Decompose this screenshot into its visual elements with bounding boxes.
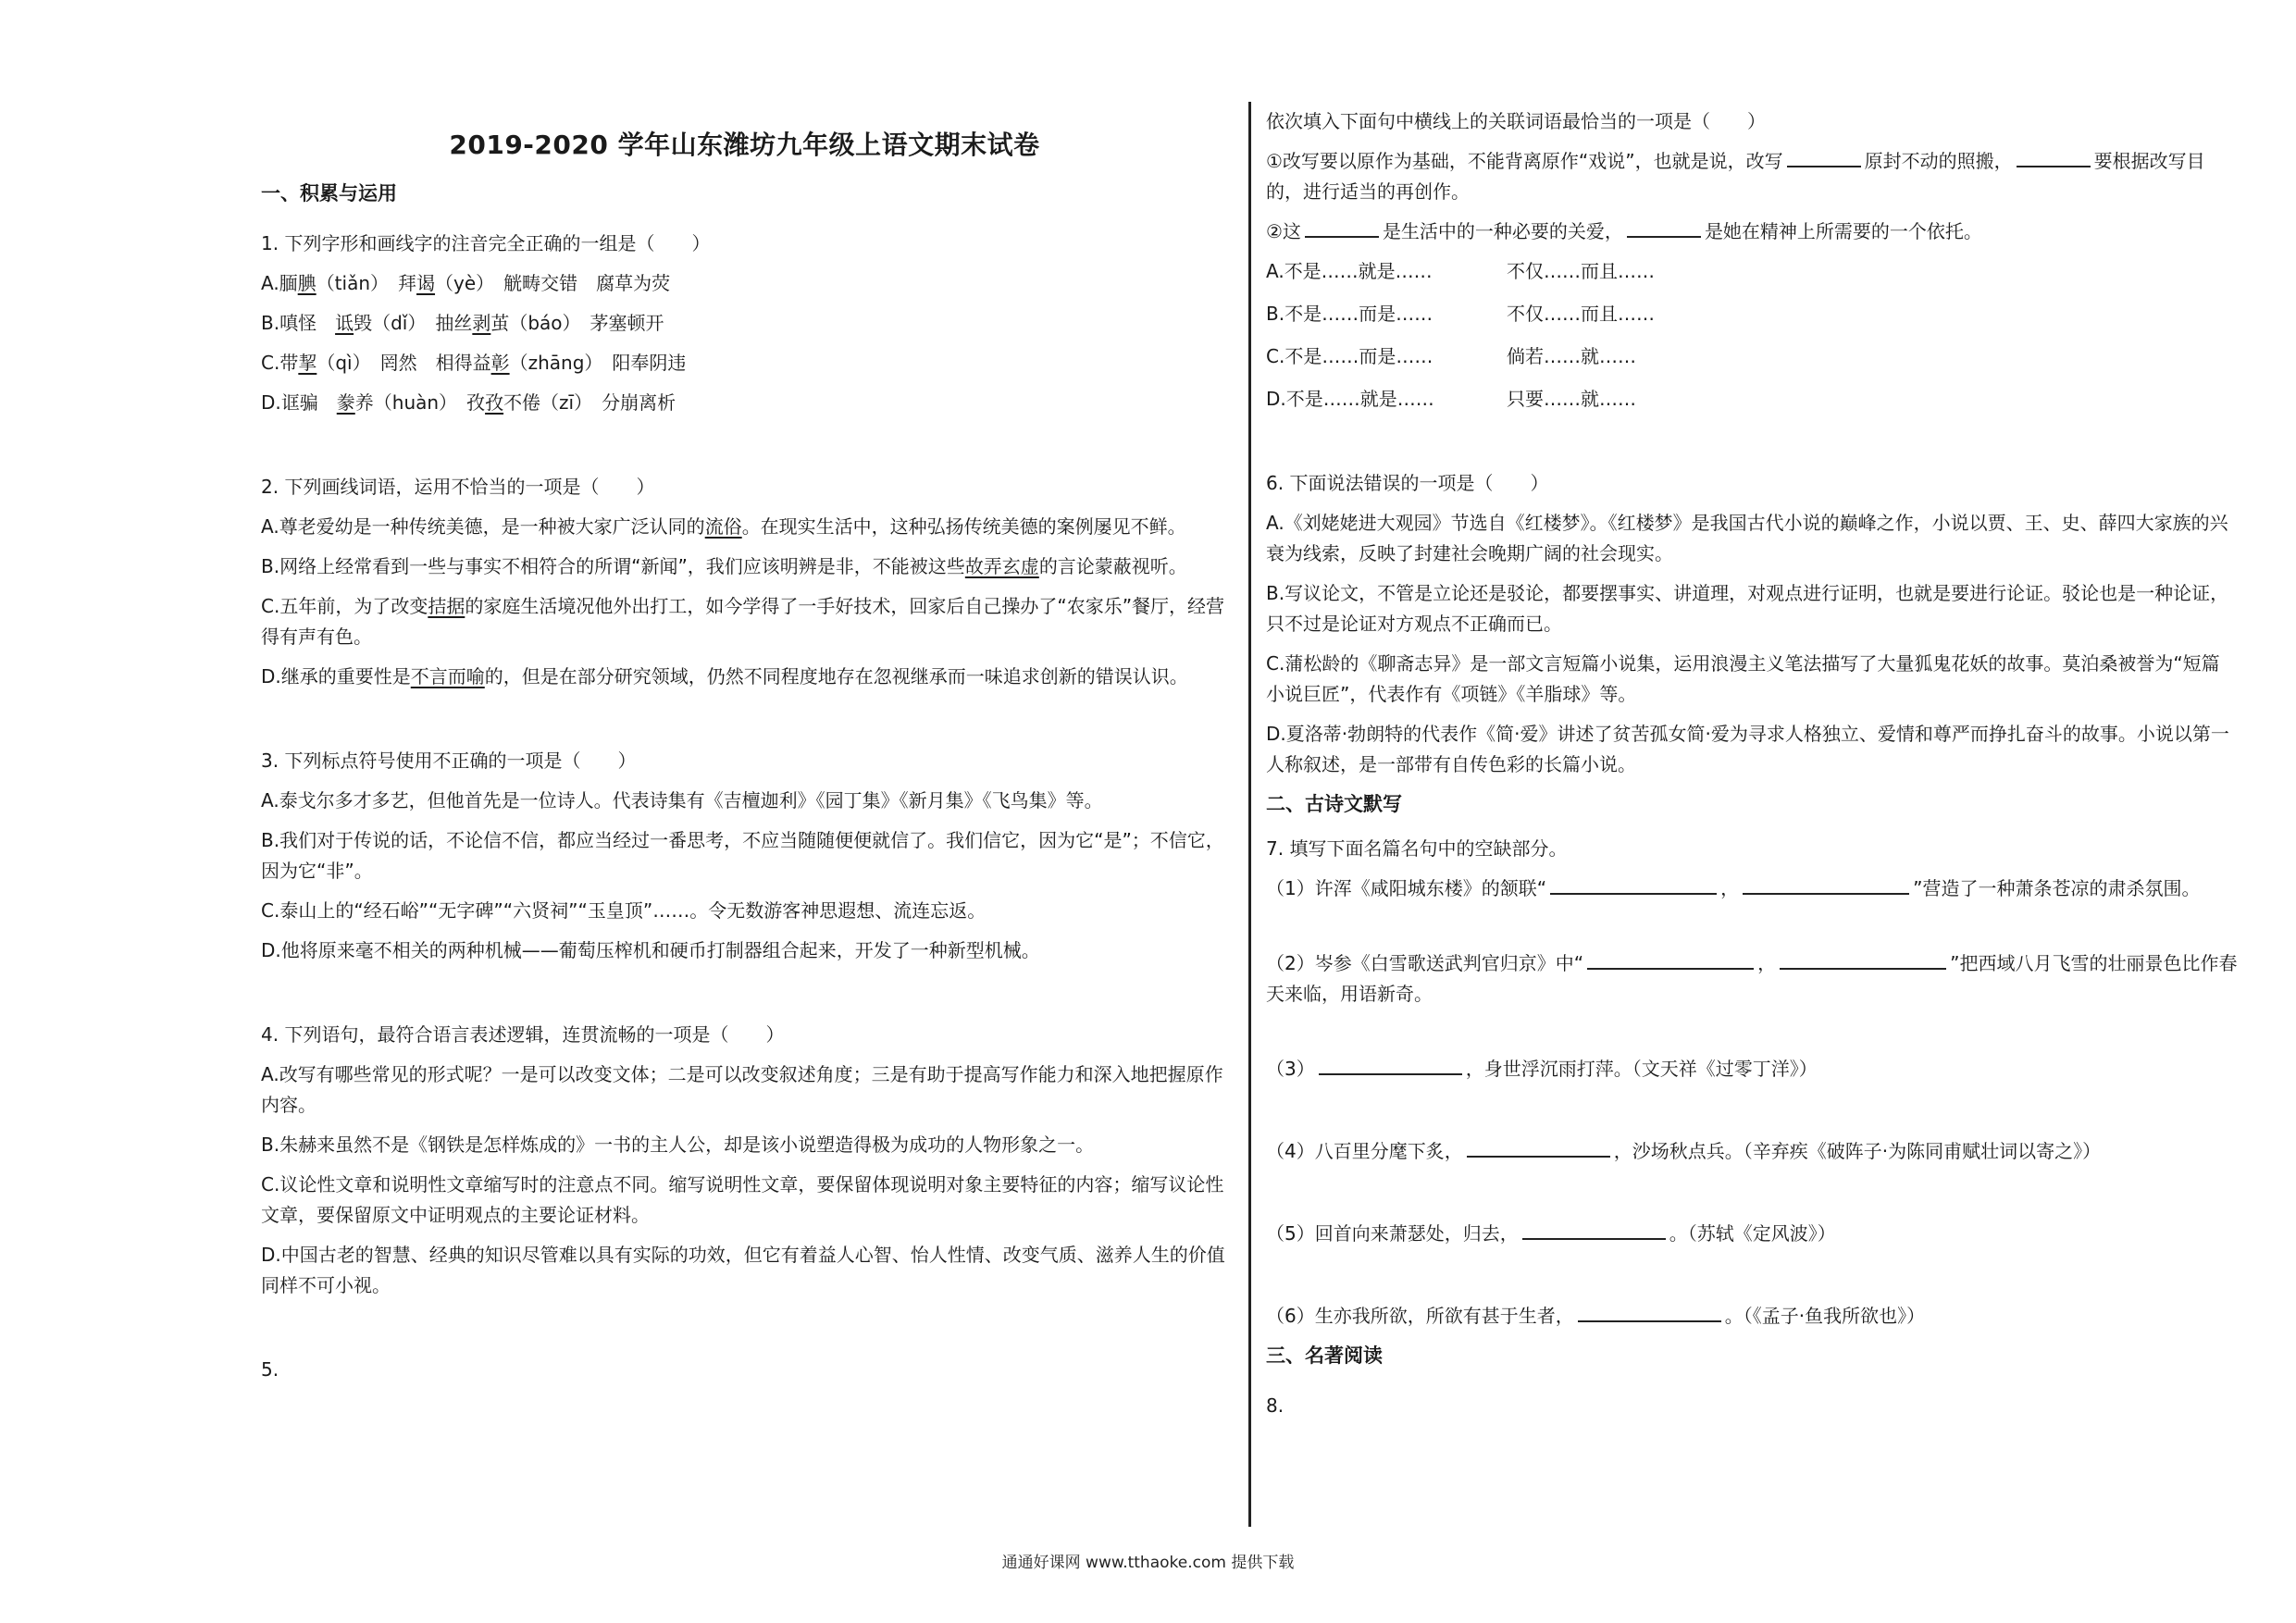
answer-blank[interactable]	[1780, 949, 1946, 970]
option-d: D.继承的重要性是不言而喻的，但是在部分研究领域，仍然不同程度地存在忽视继承而一味追求创新的错误认识。	[261, 665, 1188, 688]
poem-item-4: （4）八百里分麾下炙， ，沙场秋点兵。（辛弃疾《破阵子·为陈同甫赋壮词以寄之》）	[1266, 1136, 2238, 1167]
question-5	[1266, 106, 2238, 415]
answer-blank[interactable]	[1550, 874, 1717, 895]
poem-item-3: （3） ，身世浮沉雨打萍。（文天祥《过零丁洋》）	[1266, 1054, 2238, 1084]
option-d: D.诓骗 豢养（huàn） 孜孜不倦（zī） 分崩离析	[261, 391, 676, 414]
question-stem: 7. 填写下面名篇名句中的空缺部分。	[1266, 837, 1568, 860]
option-a: A.改写有哪些常见的形式呢？一是可以改变文体；二是可以改变叙述角度；三是有助于提高写作能力和深入地把握原作内容。	[261, 1063, 1223, 1116]
question-2	[261, 472, 1228, 692]
option-b: B.网络上经常看到一些与事实不相符合的所谓“新闻”，我们应该明辨是非，不能被这些故弄玄虚的言论蒙蔽视听。	[261, 555, 1187, 577]
question-4	[261, 1020, 1228, 1301]
question-6	[1266, 468, 2238, 780]
option-c: C.五年前，为了改变拮据的家庭生活境况他外出打工，如今学得了一手好技术，回家后自己操办了“农家乐”餐厅，经营得有声有色。	[261, 595, 1225, 648]
question-5-number: 5.	[261, 1358, 279, 1381]
answer-blank[interactable]	[1319, 1055, 1462, 1075]
option-b: B.写议论文，不管是立论还是驳论，都要摆事实、讲道理，对观点进行证明，也就是要进行论证。驳论也是一种论证，只不过是论证对方观点不正确而已。	[1266, 582, 2229, 635]
question-stem: 3. 下列标点符号使用不正确的一项是（ ）	[261, 750, 637, 772]
poem-item-6: （6）生亦我所欲，所欲有甚于生者， 。（《孟子·鱼我所欲也》）	[1266, 1301, 2238, 1332]
answer-blank[interactable]	[1587, 949, 1754, 970]
option-d: D.夏洛蒂·勃朗特的代表作《简·爱》讲述了贫苦孤女简·爱为寻求人格独立、爱情和尊严而挣扎奋斗的故事。小说以第一人称叙述，是一部带有自传色彩的长篇小说。	[1266, 723, 2229, 775]
option-b: B.我们对于传说的话，不论信不信，都应当经过一番思考，不应当随随便便就信了。我们信它，因为它“是”；不信它，因为它“非”。	[261, 829, 1224, 882]
question-8-number: 8.	[1266, 1394, 1285, 1417]
option-c-second: 倘若……就……	[1507, 345, 1636, 367]
right-column	[1266, 106, 2238, 1421]
option-c: C.泰山上的“经石峪”“无字碑”“六贤祠”“玉皇顶”……。令无数游客神思遐想、流连忘返。	[261, 899, 987, 922]
section-heading-1: 一、积累与运用	[261, 182, 397, 204]
poem-item-2: （2）岑参《白雪歌送武判官归京》中“ ， ”把西域八月飞雪的壮丽景色比作春天来临，用语新奇。	[1266, 948, 2238, 1010]
answer-blank[interactable]	[1787, 147, 1861, 167]
section-heading-3: 三、名著阅读	[1266, 1344, 1383, 1367]
option-c-first: C.不是……而是……	[1266, 345, 1433, 367]
answer-blank[interactable]	[1305, 217, 1379, 238]
question-7	[1266, 834, 2238, 1332]
option-b-second: 不仅……而且……	[1507, 303, 1655, 325]
question-stem: 依次填入下面句中横线上的关联词语最恰当的一项是（ ）	[1266, 110, 1766, 132]
answer-blank[interactable]	[1627, 217, 1701, 238]
option-d-second: 只要……就……	[1507, 388, 1636, 410]
option-c: C.蒲松龄的《聊斋志异》是一部文言短篇小说集，运用浪漫主义笔法描写了大量狐鬼花妖的故事。莫泊桑被誉为“短篇小说巨匠”，代表作有《项链》《羊脂球》等。	[1266, 652, 2220, 705]
option-d: D.他将原来毫不相关的两种机械——葡萄压榨机和硬币打制器组合起来，开发了一种新型机械。	[261, 939, 1040, 961]
page-footer: 通通好课网 www.tthaoke.com 提供下载	[1001, 1554, 1295, 1572]
option-d-first: D.不是……就是……	[1266, 388, 1434, 410]
section-heading-2: 二、古诗文默写	[1266, 793, 1402, 815]
left-column	[261, 106, 1228, 1385]
poem-item-1: （1）许浑《咸阳城东楼》的颔联“ ， ”营造了一种萧条苍凉的肃杀氛围。	[1266, 873, 2238, 904]
question-stem: 4. 下列语句，最符合语言表述逻辑，连贯流畅的一项是（ ）	[261, 1023, 785, 1046]
column-divider	[1248, 102, 1251, 1527]
option-d: D.中国古老的智慧、经典的知识尽管难以具有实际的功效，但它有着益人心智、怡人性情、改变气质、滋养人生的价值同样不可小视。	[261, 1244, 1225, 1296]
option-b: B.朱赫来虽然不是《钢铁是怎样炼成的》一书的主人公，却是该小说塑造得极为成功的人物形象之一。	[261, 1134, 1095, 1156]
option-a: A.《刘姥姥进大观园》节选自《红楼梦》。《红楼梦》是我国古代小说的巅峰之作，小说以贾、王、史、薛四大家族的兴衰为线索，反映了封建社会晚期广阔的社会现实。	[1266, 512, 2228, 564]
question-3	[261, 746, 1228, 966]
question-1	[261, 229, 1228, 418]
answer-blank[interactable]	[1743, 874, 1909, 895]
option-c: C.议论性文章和说明性文章缩写时的注意点不同。缩写说明性文章，要保留体现说明对象主要特征的内容；缩写议论性文章，要保留原文中证明观点的主要论证材料。	[261, 1173, 1224, 1226]
answer-blank[interactable]	[2017, 147, 2091, 167]
option-a: A.泰戈尔多才多艺，但他首先是一位诗人。代表诗集有《吉檀迦利》《园丁集》《新月集》《飞鸟集》等。	[261, 789, 1103, 812]
option-a-second: 不仅……而且……	[1507, 260, 1655, 282]
option-a-first: A.不是……就是……	[1266, 260, 1433, 282]
option-b: B.嗔怪 诋毁（dǐ） 抽丝剥茧（báo） 茅塞顿开	[261, 312, 664, 334]
page-title: 2019-2020 学年山东潍坊九年级上语文期末试卷	[449, 130, 1040, 160]
question-stem: 6. 下面说法错误的一项是（ ）	[1266, 472, 1549, 494]
answer-blank[interactable]	[1578, 1302, 1721, 1322]
answer-blank[interactable]	[1522, 1220, 1666, 1240]
option-grid	[1266, 256, 2238, 415]
sentence-1: ①改写要以原作为基础，不能背离原作“戏说”，也就是说，改写 原封不动的照搬， 要根据改写目的，进行适当的再创作。	[1266, 146, 2238, 207]
option-b-first: B.不是……而是……	[1266, 303, 1433, 325]
sentence-2: ②这 是生活中的一种必要的关爱， 是她在精神上所需要的一个依托。	[1266, 217, 2238, 247]
question-stem: 1. 下列字形和画线字的注音完全正确的一组是（ ）	[261, 232, 711, 254]
question-stem: 2. 下列画线词语，运用不恰当的一项是（ ）	[261, 476, 655, 498]
option-a: A.腼腆（tiǎn） 拜谒（yè） 觥畴交错 腐草为荧	[261, 272, 671, 294]
answer-blank[interactable]	[1467, 1137, 1610, 1158]
option-a: A.尊老爱幼是一种传统美德，是一种被大家广泛认同的流俗。在现实生活中，这种弘扬传统美德的案例屡见不鲜。	[261, 515, 1186, 538]
poem-item-5: （5）回首向来萧瑟处，归去， 。（苏轼《定风波》）	[1266, 1219, 2238, 1249]
option-c: C.带挈（qì） 罔然 相得益彰（zhāng） 阳奉阴违	[261, 352, 687, 374]
